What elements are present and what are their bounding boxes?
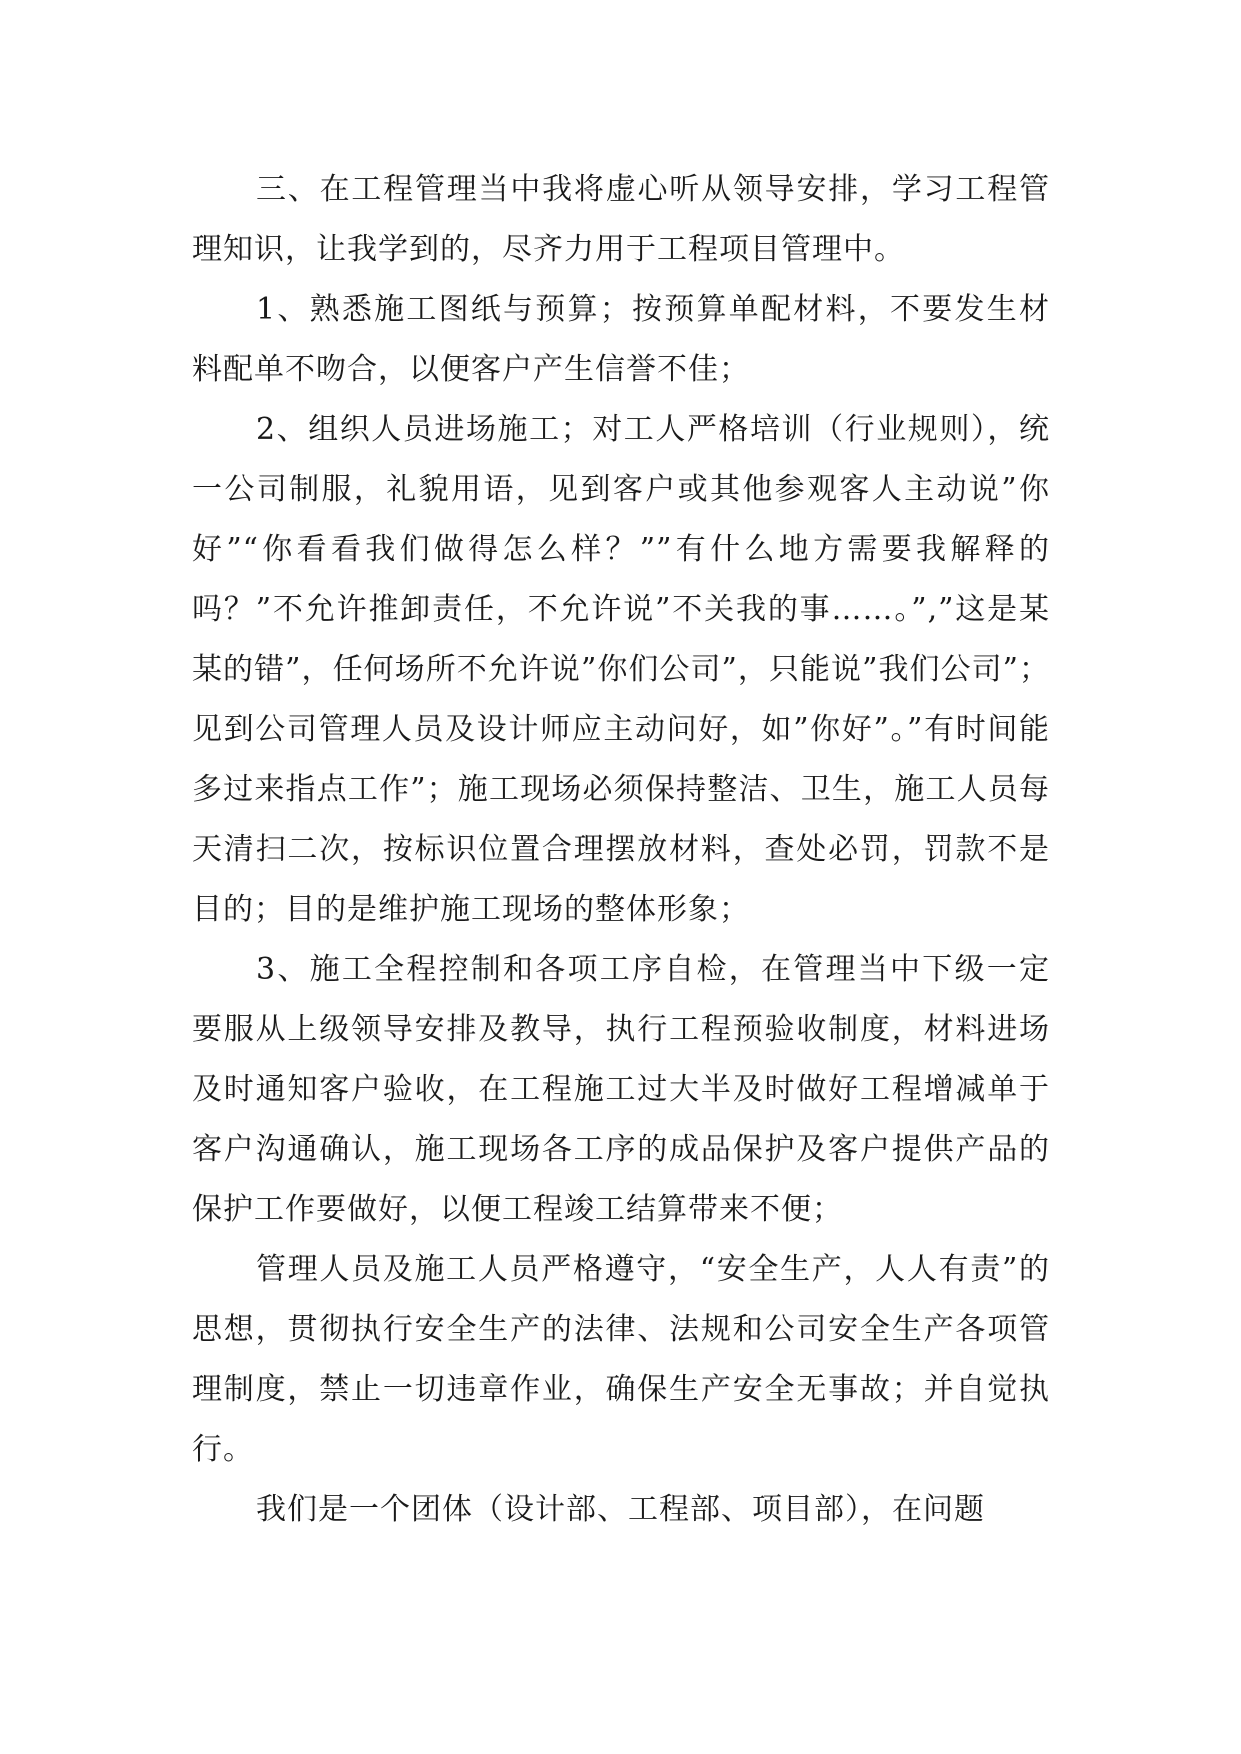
- paragraph-site-organization: 2、组织人员进场施工；对工人严格培训（行业规则），统一公司制服，礼貌用语，见到客户或其他参观客人主动说”你好”“你看看我们做得怎么样？””有什么地方需要我解释的吗？”不允许推卸责任，不允许说”不关我的事……。”,”这是某某的错”，任何场所不允许说”你们公司”，只能说”我们公司”；见到公司管理人员及设计师应主动问好，如”你好”。”有时间能多过来指点工作”；施工现场必须保持整洁、卫生，施工人员每天清扫二次，按标识位置合理摆放材料，查处必罚，罚款不是目的；目的是维护施工现场的整体形象；: [192, 412, 1050, 927]
- paragraph-process-control: 3、施工全程控制和各项工序自检，在管理当中下级一定要服从上级领导安排及教导，执行工程预验收制度，材料进场及时通知客户验收，在工程施工过大半及时做好工程增减单于客户沟通确认，施工现场各工序的成品保护及客户提供产品的保护工作要做好，以便工程竣工结算带来不便；: [192, 952, 1050, 1227]
- paragraph-team: 我们是一个团体（设计部、工程部、项目部），在问题: [256, 1492, 985, 1527]
- document-body: [192, 160, 1050, 1540]
- paragraph-engineering-management: 三、在工程管理当中我将虚心听从领导安排，学习工程管理知识，让我学到的，尽齐力用于工程项目管理中。: [192, 172, 1050, 267]
- paragraph-safety: 管理人员及施工人员严格遵守，“安全生产，人人有责”的思想，贯彻执行安全生产的法律、法规和公司安全生产各项管理制度，禁止一切违章作业，确保生产安全无事故；并自觉执行。: [192, 1252, 1050, 1467]
- paragraph-drawings-budget: 1、熟悉施工图纸与预算；按预算单配材料，不要发生材料配单不吻合，以便客户产生信誉不佳；: [192, 292, 1050, 387]
